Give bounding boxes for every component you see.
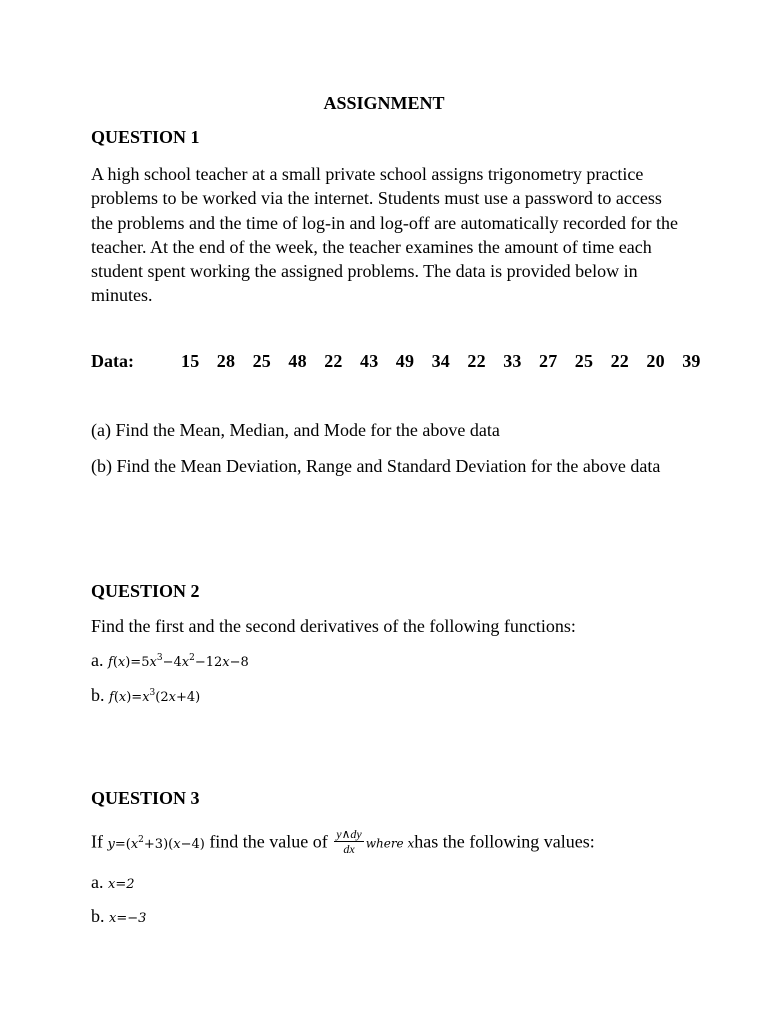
find-text: find the value of	[209, 831, 328, 852]
question-1-paragraph: A high school teacher at a small private school assigns trigonometry practice problems to be worked via the internet. Students must use a password to access the problems and the time of log-in and log-off are automatically recorded for the teacher. At the end of the week, the teacher examines the amount of time each student spent working the assigned problems. The data is provided below in minutes.	[91, 164, 678, 306]
data-label: Data:	[91, 351, 134, 371]
question-3-heading: QUESTION 3	[91, 788, 200, 808]
data-values: 15 28 25 48 22 43 49 34 22 33 27 25 22 20 39	[181, 351, 701, 371]
if-word: If	[91, 831, 103, 852]
derivative-fraction	[334, 827, 363, 856]
item-a-label: a.	[91, 650, 104, 670]
question-2-item-b	[91, 685, 200, 706]
question-1-part-b: (b) Find the Mean Deviation, Range and Standard Deviation for the above data	[91, 456, 661, 476]
item-b-label: b.	[91, 906, 105, 926]
fraction-numerator: y∧dy	[336, 827, 362, 841]
question-3-item-a	[91, 872, 135, 893]
item-a-label: a.	[91, 872, 104, 892]
where-text: where x	[365, 836, 415, 851]
function-a-formula: $f(x)=5x^3-4x^2-12x-8$	[108, 653, 249, 670]
fraction-denominator: dx	[343, 842, 355, 856]
question-1-heading: QUESTION 1	[91, 127, 200, 147]
tail-text: has the following values:	[414, 831, 595, 852]
item-a-value: x=2	[108, 877, 135, 892]
y-equation: $y=(x^2+3)(x-4)$	[107, 834, 205, 852]
question-2-heading: QUESTION 2	[91, 581, 200, 601]
page-title: ASSIGNMENT	[323, 93, 445, 113]
question-1-part-a: (a) Find the Mean, Median, and Mode for the above data	[91, 420, 500, 440]
question-2-item-a	[91, 650, 249, 671]
function-b-formula: $f(x)=x^3(2x+4)$	[109, 688, 201, 705]
question-3-statement	[91, 829, 595, 858]
question-3-item-b	[91, 906, 146, 927]
question-2-intro: Find the first and the second derivatives of the following functions:	[91, 616, 576, 636]
item-b-label: b.	[91, 685, 105, 705]
item-b-value: x=−3	[109, 911, 147, 926]
